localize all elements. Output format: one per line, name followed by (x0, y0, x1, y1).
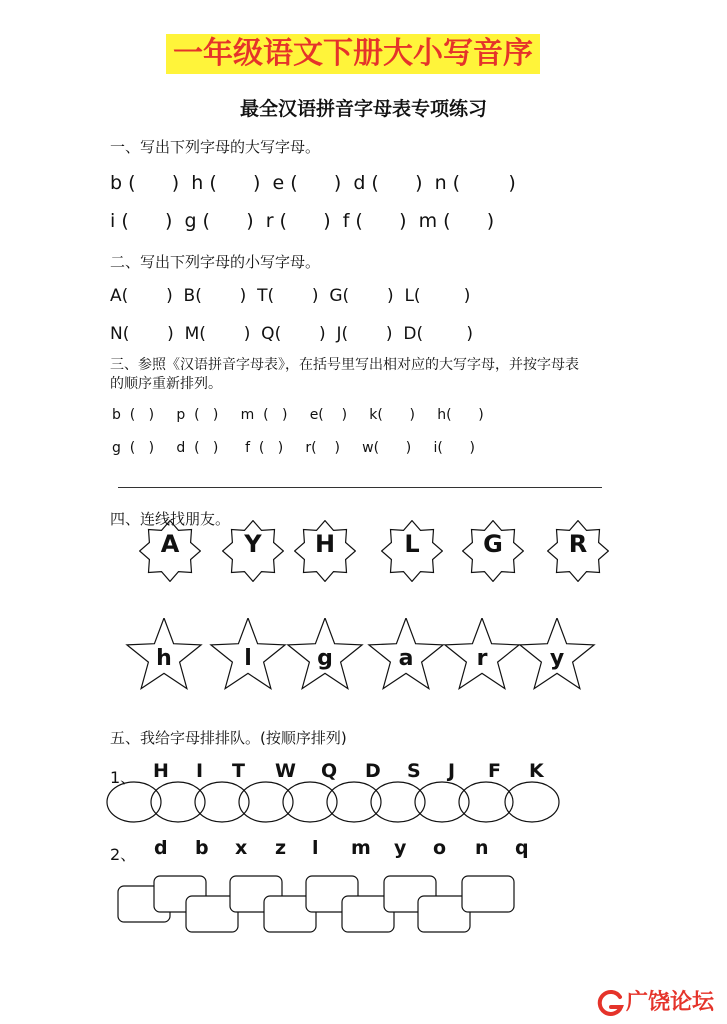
star-letter: l (244, 646, 252, 671)
section1-heading: 一、写出下列字母的大写字母。 (110, 138, 321, 156)
sequence-letter: J (448, 760, 456, 782)
section1-row1: b ( ) h ( ) e ( ) d ( ) n ( ) (110, 172, 516, 194)
section3-row1: b ( ) p ( ) m ( ) e( ) k( ) h( ) (112, 407, 484, 423)
upper-shapes-shape (381, 520, 443, 582)
star-letter: H (314, 530, 336, 558)
star-letter: a (398, 646, 414, 671)
page-title: 一年级语文下册大小写音序 (166, 34, 540, 74)
sequence-letter: K (529, 760, 544, 782)
sequence-letter: Q (321, 760, 338, 782)
page-subtitle: 最全汉语拼音字母表专项练习 (239, 98, 487, 120)
sequence-letter: H (153, 760, 169, 782)
seq1-label: 1、 (110, 768, 137, 787)
lower-shapes-shape (518, 618, 596, 696)
star-letter: g (317, 646, 333, 671)
lower-shapes-shape (286, 618, 364, 696)
star-letter: h (156, 646, 172, 671)
sequence-letter: l (312, 837, 319, 859)
sequence-letter: S (407, 760, 421, 782)
site-logo (596, 988, 722, 1018)
sequence-letter: z (275, 837, 287, 859)
section1-row2: i ( ) g ( ) r ( ) f ( ) m ( ) (110, 210, 495, 232)
box-answer-boxes (116, 870, 526, 940)
star-letter: L (404, 530, 420, 558)
sequence-letter: m (351, 837, 371, 859)
sequence-letter: o (433, 837, 447, 859)
sequence-letter: b (195, 837, 209, 859)
upper-shapes-shape (547, 520, 609, 582)
star-letter: G (483, 530, 503, 558)
sequence-letter: W (275, 760, 296, 782)
logo-g-icon (596, 988, 626, 1018)
sequence-letter: T (232, 760, 245, 782)
upper-shapes-shape (222, 520, 284, 582)
sequence-letter: D (365, 760, 381, 782)
section3-row2: g ( ) d ( ) f ( ) r( ) w( ) i( ) (112, 440, 476, 456)
star-letter: A (160, 530, 180, 558)
section4-heading: 四、连线找朋友。 (110, 510, 231, 528)
section3-instruction-line2: 的顺序重新排列。 (110, 376, 222, 392)
section5-heading: 五、我给字母排排队。(按顺序排列) (110, 729, 347, 747)
upper-shapes-shape (139, 520, 201, 582)
sequence-letter: d (154, 837, 168, 859)
seq2-label: 2、 (110, 845, 137, 864)
divider-line (118, 487, 602, 488)
sequence-letter: x (235, 837, 248, 859)
upper-shapes-shape (294, 520, 356, 582)
sequence-letter: n (475, 837, 489, 859)
oval-answer-boxes (106, 780, 566, 824)
sequence-letter: F (488, 760, 501, 782)
section3-instruction-line1: 三、参照《汉语拼音字母表》，在括号里写出相对应的大写字母，并按字母表 (110, 357, 579, 373)
section2-row1: A( ) B( ) T( ) G( ) L( ) (110, 286, 471, 306)
sequence-letter: I (196, 760, 204, 782)
section2-row2: N( ) M( ) Q( ) J( ) D( ) (110, 324, 473, 344)
section2-heading: 二、写出下列字母的小写字母。 (110, 253, 321, 271)
lower-shapes-shape (443, 618, 521, 696)
lower-shapes-shape (367, 618, 445, 696)
lower-shapes-shape (125, 618, 203, 696)
lower-shapes-shape (209, 618, 287, 696)
star-letter: R (568, 530, 588, 558)
star-letter: r (476, 646, 488, 671)
star-letter: y (549, 646, 565, 671)
sequence-letter: y (394, 837, 407, 859)
sequence-letter: q (515, 837, 529, 859)
logo-text: 广饶论坛 (626, 990, 715, 1015)
star-letter: Y (244, 530, 262, 558)
upper-shapes-shape (462, 520, 524, 582)
